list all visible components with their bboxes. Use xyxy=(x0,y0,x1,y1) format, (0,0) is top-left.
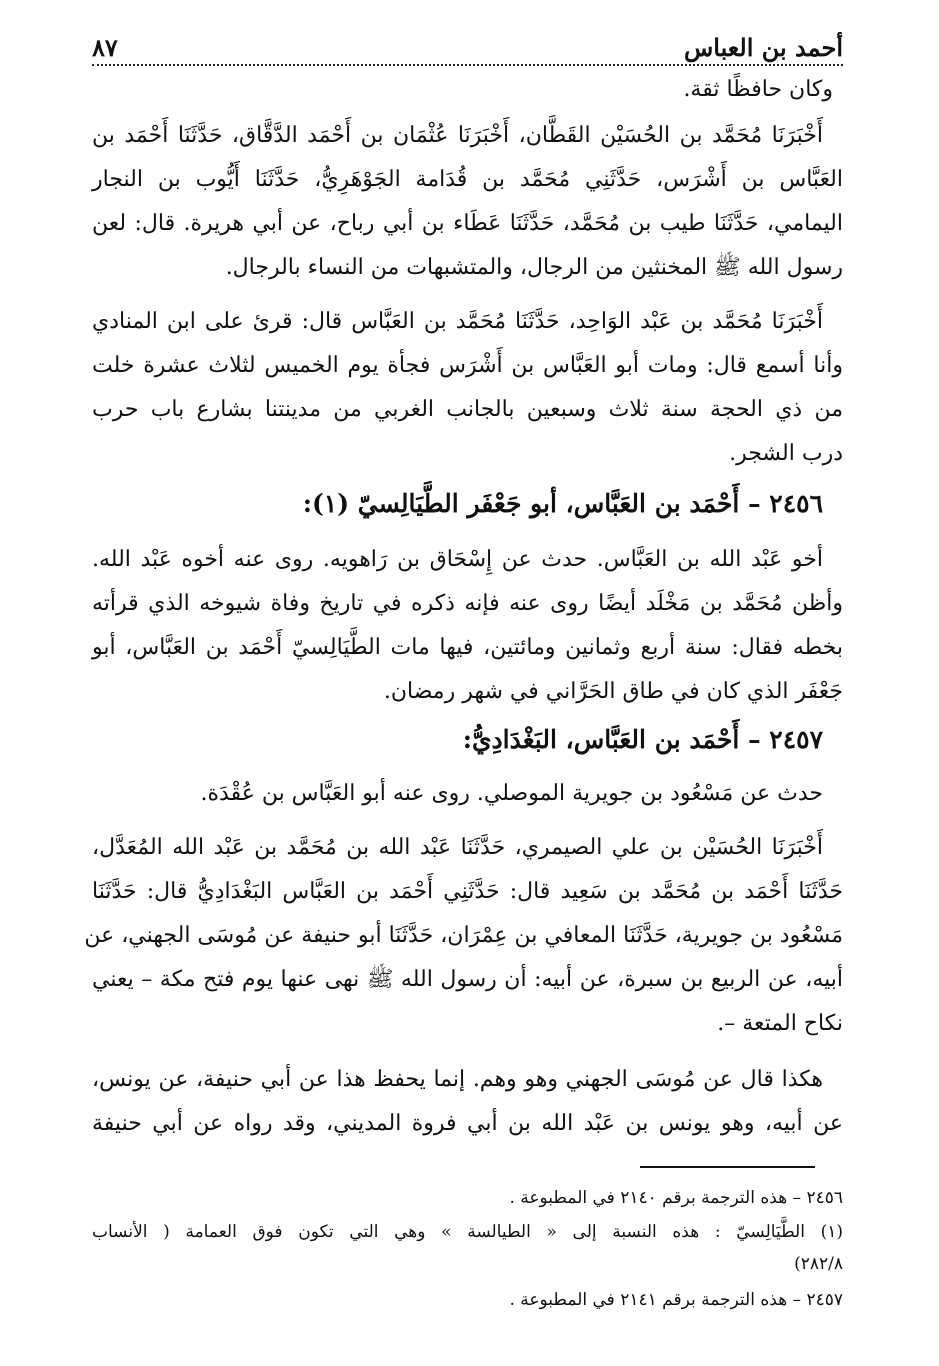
text-line: اليمامي، حَدَّثَنَا طيب بن مُحَمَّد، حَدَّثَنَا عَطَاء بن أبي رباح، عن أبي هريرة. قال: لعن xyxy=(92,211,843,236)
text-line: جَعْفَر الذي كان في طاق الحَرَّاني في شهر رمضان. xyxy=(383,679,843,704)
running-title: أحمد بن العباس xyxy=(683,33,843,62)
text-line: أَخْبَرَنَا مُحَمَّد بن عَبْد الوَاحِد، حَدَّثَنَا مُحَمَّد بن العَبَّاس قال: قرئ على ابن المنادي xyxy=(92,309,823,334)
text-line: نكاح المتعة –. xyxy=(717,1011,843,1036)
text-line: حَدَّثَنَا أَحْمَد بن مُحَمَّد بن سَعِيد قال: حَدَّثَنِي أَحْمَد بن العَبَّاس البَغْدَادِيُّ قال: حَدَّثَنَا xyxy=(92,879,843,904)
text-line: أَخْبَرَنَا الحُسَيْن بن علي الصيمري، حَدَّثَنَا عَبْد الله بن مُحَمَّد بن عَبْد الله المُعَدَّل، xyxy=(92,835,823,860)
footnote-2456: ٢٤٥٦ – هذه الترجمة برقم ٢١٤٠ في المطبوعة . xyxy=(509,1188,843,1208)
footnote-separator xyxy=(640,1166,815,1168)
page-header xyxy=(92,28,843,66)
text-line: من ذي الحجة سنة ثلاث وسبعين بالجانب الغربي من مدينتنا بشارع باب حرب xyxy=(92,397,843,422)
text-line: وأظن مُحَمَّد بن مَخْلَد أيضًا روى عنه فإنه ذكره في تاريخ وفاة شيوخه الذي قرأته xyxy=(92,591,843,616)
entry-heading-2456: ٢٤٥٦ – أَحْمَد بن العَبَّاس، أبو جَعْفَر الطَّيَالِسيّ (١): xyxy=(302,489,823,518)
footnote-2457: ٢٤٥٧ – هذه الترجمة برقم ٢١٤١ في المطبوعة . xyxy=(509,1290,843,1310)
text-line: وأنا أسمع قال: ومات أبو العَبَّاس بن أَشْرَس فجأة يوم الخميس لثلاث عشرة خلت xyxy=(92,353,843,378)
footnote-1: (١) الطَّيَالِسيّ : هذه النسبة إلى « الطيالسة » وهي التي تكون فوق العمامة ( الأنساب xyxy=(92,1222,843,1242)
page-number: ٨٧ xyxy=(92,33,118,62)
text-line: هكذا قال عن مُوسَى الجهني وهو وهم. إنما يحفظ هذا عن أبي حنيفة، عن يونس، xyxy=(92,1067,823,1092)
text-line: درب الشجر. xyxy=(729,441,843,466)
text-line: بخطه فقال: سنة أربع وثمانين ومائتين، فيها مات الطَّيَالِسيّ أَحْمَد بن العَبَّاس، أبو xyxy=(92,635,843,660)
text-line: أبيه، عن الربيع بن سبرة، عن أبيه: أن رسول الله ﷺ نهى عنها يوم فتح مكة – يعني xyxy=(92,967,843,992)
entry-heading-2457: ٢٤٥٧ – أَحْمَد بن العَبَّاس، البَغْدَادِيُّ: xyxy=(462,725,823,754)
text-line: حدث عن مَسْعُود بن جويرية الموصلي. روى عنه أبو العَبَّاس بن عُقْدَة. xyxy=(200,781,823,806)
text-line: وكان حافظًا ثقة. xyxy=(683,77,833,102)
text-line: العَبَّاس بن أَشْرَس، حَدَّثَنِي مُحَمَّد بن قُدَامة الجَوْهَرِيُّ، حَدَّثَنَا أَيُّوب بن النجار xyxy=(92,167,843,192)
text-line: أخو عَبْد الله بن العَبَّاس. حدث عن إِسْحَاق بن رَاهويه. روى عنه أخوه عَبْد الله. xyxy=(92,547,823,572)
text-line: مَسْعُود بن جويرية، حَدَّثَنَا المعافي بن عِمْرَان، حَدَّثَنَا أبو حنيفة عن مُوسَى الجهني، عن xyxy=(84,923,843,948)
text-line: رسول الله ﷺ المخنثين من الرجال، والمتشبهات من النساء بالرجال. xyxy=(225,255,843,280)
footnote-1-continued: ٢٨٢/٨) xyxy=(794,1254,843,1274)
text-line: أَخْبَرَنَا مُحَمَّد بن الحُسَيْن القَطَّان، أَخْبَرَنَا عُثْمَان بن أَحْمَد الدَّقَّاق، حَدَّثَنَا أَحْمَد بن xyxy=(92,123,823,148)
text-line: عن أبيه، وهو يونس بن عَبْد الله بن أبي فروة المديني، وقد رواه عن أبي حنيفة xyxy=(92,1111,843,1136)
